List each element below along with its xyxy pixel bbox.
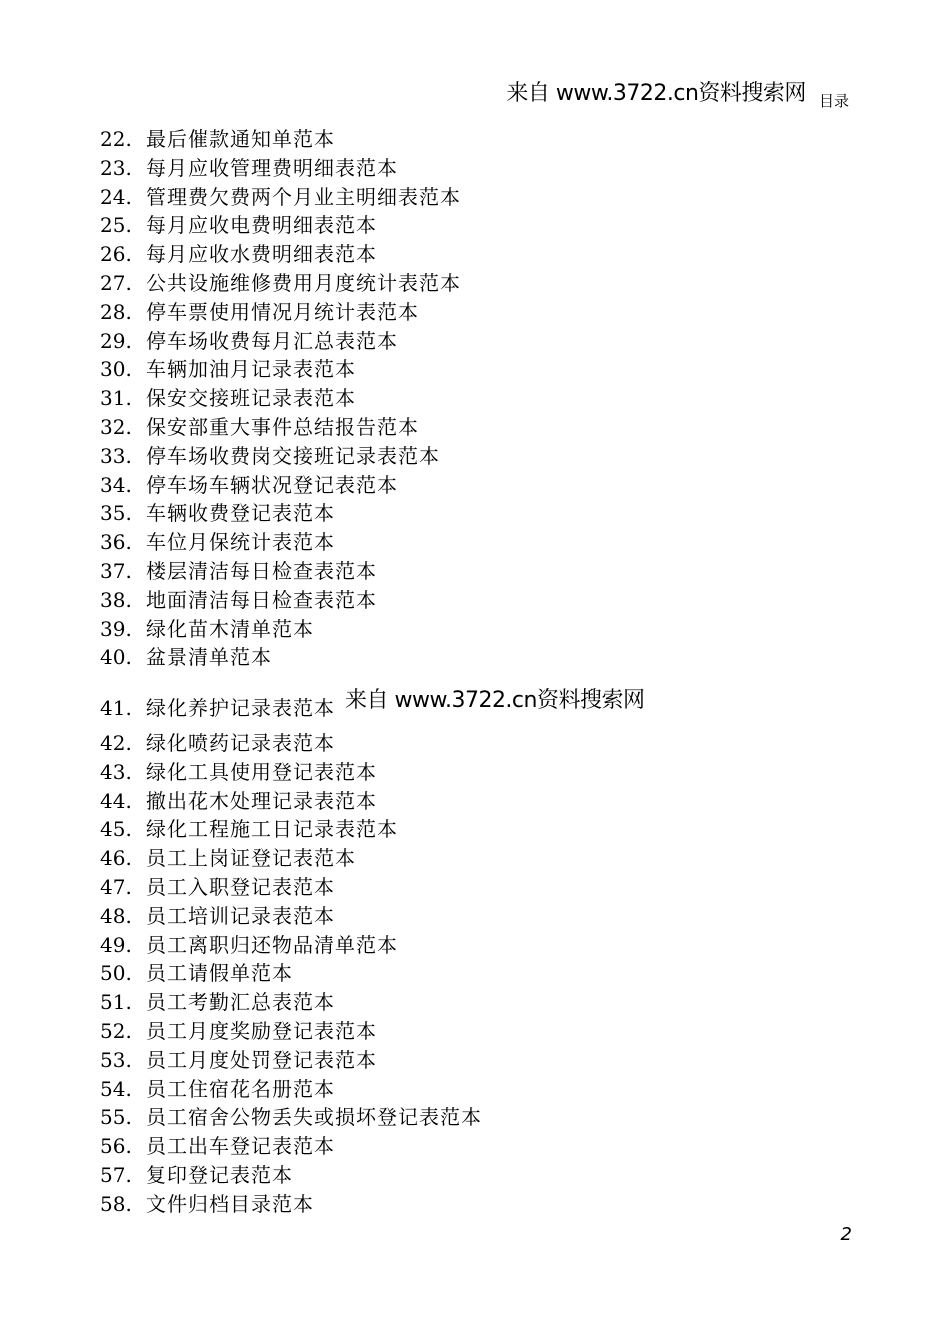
toc-entry-number: 24. bbox=[100, 184, 132, 209]
toc-entry-number: 47. bbox=[100, 875, 132, 899]
toc-entry bbox=[100, 298, 419, 326]
toc-entry-text: 停车票使用情况月统计表范本 bbox=[146, 299, 419, 324]
toc-entry bbox=[100, 327, 398, 355]
toc-entry-text: 绿化工程施工日记录表范本 bbox=[146, 817, 398, 842]
toc-entry-text: 撤出花木处理记录表范本 bbox=[146, 788, 377, 813]
toc-entry bbox=[100, 815, 398, 843]
toc-entry-text: 每月应收管理费明细表范本 bbox=[146, 155, 398, 180]
toc-entry-number: 48. bbox=[100, 903, 132, 928]
toc-entry-text: 停车场收费岗交接班记录表范本 bbox=[146, 443, 440, 468]
toc-entry-number: 55. bbox=[100, 1105, 132, 1130]
toc-entry-number: 46. bbox=[100, 846, 132, 871]
toc-entry-text: 绿化喷药记录表范本 bbox=[146, 731, 335, 755]
toc-entry-text: 员工入职登记表范本 bbox=[146, 875, 335, 899]
toc-entry-text: 停车场收费每月汇总表范本 bbox=[146, 328, 398, 353]
toc-entry bbox=[100, 1103, 482, 1131]
toc-entry-text: 车辆收费登记表范本 bbox=[146, 501, 335, 526]
toc-entry-text: 公共设施维修费用月度统计表范本 bbox=[146, 271, 461, 295]
toc-entry-text: 文件归档目录范本 bbox=[146, 1191, 314, 1216]
toc-entry-number: 22. bbox=[100, 127, 132, 151]
toc-entry bbox=[100, 240, 377, 268]
toc-entry bbox=[100, 557, 377, 585]
toc-entry-text: 管理费欠费两个月业主明细表范本 bbox=[146, 184, 461, 209]
toc-entry-text: 地面清洁每日检查表范本 bbox=[146, 587, 377, 612]
toc-entry-number: 34. bbox=[100, 472, 132, 497]
toc-entry-number: 32. bbox=[100, 415, 132, 439]
toc-entry-text: 最后催款通知单范本 bbox=[146, 127, 335, 151]
toc-entry-text: 复印登记表范本 bbox=[146, 1163, 293, 1187]
toc-entry-number: 35. bbox=[100, 501, 132, 526]
toc-entry bbox=[100, 844, 356, 872]
toc-entry-text: 楼层清洁每日检查表范本 bbox=[146, 559, 377, 583]
toc-entry-number: 57. bbox=[100, 1163, 132, 1187]
toc-entry-number: 52. bbox=[100, 1019, 132, 1043]
toc-entry-text: 员工请假单范本 bbox=[146, 961, 293, 986]
toc-entry bbox=[100, 471, 398, 499]
toc-entry bbox=[100, 729, 335, 757]
toc-entry bbox=[100, 183, 461, 211]
toc-entry-number: 42. bbox=[100, 731, 132, 755]
toc-entry bbox=[100, 1190, 314, 1218]
toc-entry-text: 员工考勤汇总表范本 bbox=[146, 990, 335, 1015]
toc-entry-number: 33. bbox=[100, 443, 132, 468]
toc-entry-number: 50. bbox=[100, 961, 132, 986]
toc-entry-number: 54. bbox=[100, 1076, 132, 1101]
toc-entry bbox=[100, 902, 335, 930]
toc-entry bbox=[100, 988, 335, 1016]
toc-entry-text: 员工出车登记表范本 bbox=[146, 1134, 335, 1159]
toc-entry-number: 37. bbox=[100, 559, 132, 583]
toc-entry-number: 45. bbox=[100, 817, 132, 842]
toc-entry-number: 31. bbox=[100, 386, 132, 411]
page-header bbox=[506, 76, 849, 110]
toc-entry-text: 员工离职归还物品清单范本 bbox=[146, 932, 398, 957]
toc-entry bbox=[100, 688, 645, 722]
toc-entry bbox=[100, 413, 419, 441]
toc-entry-text: 车辆加油月记录表范本 bbox=[146, 357, 356, 382]
toc-entry bbox=[100, 355, 356, 383]
toc-entry-number: 30. bbox=[100, 357, 132, 382]
toc-entry-number: 51. bbox=[100, 990, 132, 1015]
toc-entry-number: 41. bbox=[100, 696, 132, 720]
toc-entry-text: 车位月保统计表范本 bbox=[146, 530, 335, 555]
toc-entry-number: 58. bbox=[100, 1191, 132, 1216]
toc-entry-number: 44. bbox=[100, 788, 132, 813]
toc-entry-text: 保安交接班记录表范本 bbox=[146, 386, 356, 411]
toc-entry-text: 停车场车辆状况登记表范本 bbox=[146, 472, 398, 497]
toc-entry-text: 绿化养护记录表范本 bbox=[146, 696, 335, 720]
toc-entry-text: 员工培训记录表范本 bbox=[146, 903, 335, 928]
toc-entry bbox=[100, 125, 335, 153]
toc-entry bbox=[100, 615, 314, 643]
toc-entry-number: 29. bbox=[100, 328, 132, 353]
inline-watermark: 来自 www.3722.cn资料搜索网 bbox=[345, 688, 645, 713]
toc-entry bbox=[100, 959, 293, 987]
toc-entry bbox=[100, 442, 440, 470]
toc-entry-text: 员工宿舍公物丢失或损坏登记表范本 bbox=[146, 1105, 482, 1130]
toc-entry bbox=[100, 931, 398, 959]
toc-entry-text: 绿化工具使用登记表范本 bbox=[146, 759, 377, 784]
toc-entry-number: 53. bbox=[100, 1047, 132, 1072]
toc-entry-text: 员工月度处罚登记表范本 bbox=[146, 1047, 377, 1072]
toc-entry bbox=[100, 1132, 335, 1160]
toc-entry-number: 38. bbox=[100, 587, 132, 612]
toc-entry-number: 49. bbox=[100, 932, 132, 957]
toc-entry bbox=[100, 1046, 377, 1074]
toc-entry-number: 27. bbox=[100, 271, 132, 295]
toc-entry bbox=[100, 643, 272, 671]
toc-entry-text: 绿化苗木清单范本 bbox=[146, 616, 314, 641]
toc-entry bbox=[100, 528, 335, 556]
toc-entry-text: 每月应收电费明细表范本 bbox=[146, 213, 377, 238]
toc-entry-number: 36. bbox=[100, 530, 132, 555]
toc-entry bbox=[100, 1161, 293, 1189]
toc-entry-text: 每月应收水费明细表范本 bbox=[146, 242, 377, 267]
toc-entry bbox=[100, 384, 356, 412]
toc-entry bbox=[100, 787, 377, 815]
toc-entry-text: 员工月度奖励登记表范本 bbox=[146, 1019, 377, 1043]
toc-entry bbox=[100, 1075, 335, 1103]
toc-entry-number: 26. bbox=[100, 242, 132, 267]
toc-entry-text: 员工住宿花名册范本 bbox=[146, 1076, 335, 1101]
toc-entry bbox=[100, 269, 461, 297]
toc-entry bbox=[100, 154, 398, 182]
toc-entry-number: 40. bbox=[100, 645, 132, 670]
toc-entry-number: 56. bbox=[100, 1134, 132, 1159]
toc-entry-number: 25. bbox=[100, 213, 132, 238]
toc-entry-text: 员工上岗证登记表范本 bbox=[146, 846, 356, 871]
toc-entry bbox=[100, 758, 377, 786]
toc-entry bbox=[100, 1017, 377, 1045]
header-watermark: 来自 www.3722.cn资料搜索网 bbox=[506, 81, 806, 106]
toc-entry-text: 保安部重大事件总结报告范本 bbox=[146, 415, 419, 439]
toc-entry bbox=[100, 586, 377, 614]
toc-entry bbox=[100, 873, 335, 901]
toc-entry-number: 39. bbox=[100, 616, 132, 641]
toc-entry-number: 23. bbox=[100, 155, 132, 180]
toc-entry bbox=[100, 499, 335, 527]
page-number: 2 bbox=[840, 1224, 852, 1245]
toc-entry-number: 43. bbox=[100, 759, 132, 784]
toc-entry bbox=[100, 211, 377, 239]
toc-entry-text: 盆景清单范本 bbox=[146, 645, 272, 670]
header-label: 目录 bbox=[818, 92, 849, 110]
toc-entry-number: 28. bbox=[100, 299, 132, 324]
